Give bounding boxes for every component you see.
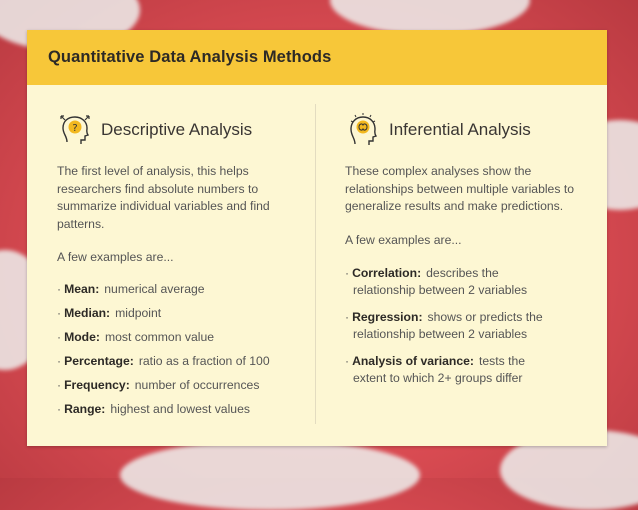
list-item: · Analysis of variance: tests the extent to which 2+ groups differ bbox=[345, 353, 526, 385]
column-divider bbox=[315, 104, 316, 424]
descriptive-header bbox=[57, 110, 307, 150]
descriptive-examples-label: A few examples are... bbox=[57, 250, 174, 264]
inferential-list bbox=[345, 265, 580, 388]
inferential-heading: Inferential Analysis bbox=[389, 120, 531, 139]
list-item: · Median: midpoint bbox=[57, 306, 162, 320]
svg-text:?: ? bbox=[72, 123, 78, 134]
inferential-examples-label: A few examples are... bbox=[345, 232, 462, 247]
descriptive-intro: The first level of analysis, this helps researchers find absolute numbers to summarize individual variables and find patterns. bbox=[57, 164, 270, 231]
background-cloud bbox=[120, 440, 420, 510]
list-item: · Correlation: describes the relationship between 2 variables bbox=[345, 265, 528, 297]
list-item: · Range: highest and lowest values bbox=[57, 402, 250, 416]
inferential-intro: These complex analyses show the relationships between multiple variables to generalize results and make predictions. bbox=[345, 164, 574, 213]
list-item: · Mode: most common value bbox=[57, 330, 215, 344]
inferential-header bbox=[345, 110, 580, 150]
inferential-column bbox=[345, 110, 580, 397]
info-card bbox=[27, 30, 607, 446]
list-item: · Regression: shows or predicts the relationship between 2 variables bbox=[345, 309, 543, 341]
descriptive-heading: Descriptive Analysis bbox=[101, 120, 253, 139]
question-head-icon bbox=[57, 112, 93, 148]
card-header bbox=[27, 30, 607, 85]
descriptive-column bbox=[57, 110, 307, 426]
list-item: · Percentage: ratio as a fraction of 100 bbox=[57, 354, 270, 368]
brain-head-icon bbox=[345, 112, 381, 148]
list-item: · Frequency: number of occurrences bbox=[57, 378, 260, 392]
page-title: Quantitative Data Analysis Methods bbox=[48, 48, 332, 66]
descriptive-list bbox=[57, 282, 307, 416]
list-item: · Mean: numerical average bbox=[57, 282, 205, 296]
